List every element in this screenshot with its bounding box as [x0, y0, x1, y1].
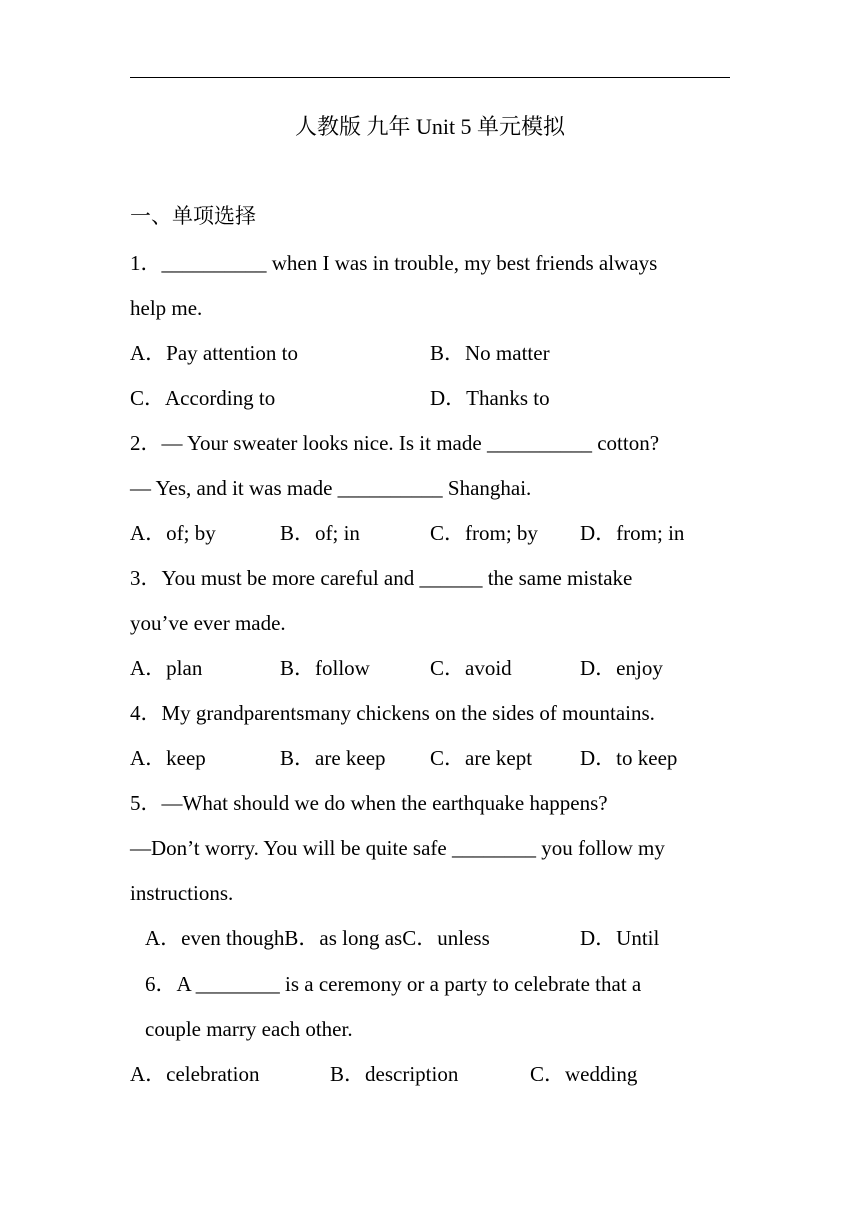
question-4-stem: 4．My grandparentsmany chickens on the sides of mountains.: [130, 701, 655, 725]
question-3-stem-line-1: 3．You must be more careful and ______ the same mistake: [130, 566, 633, 590]
question-3-option-d: D．enjoy: [580, 656, 663, 680]
question-4-option-a: A．keep: [130, 746, 206, 770]
question-2-stem-line-2: — Yes, and it was made __________ Shanghai.: [130, 476, 532, 500]
header-rule: [130, 77, 730, 78]
question-1-stem-line-1: 1．__________ when I was in trouble, my best friends always: [130, 251, 658, 275]
question-5-stem-line-1: 5．—What should we do when the earthquake happens?: [130, 791, 608, 815]
question-3-stem-line-2: you’ve ever made.: [130, 611, 286, 635]
question-6-option-a: A．celebration: [130, 1062, 260, 1086]
question-5-stem-line-3: instructions.: [130, 881, 234, 905]
question-6-stem-line-2: couple marry each other.: [145, 1017, 353, 1041]
question-6-stem-line-1: 6．A ________ is a ceremony or a party to celebrate that a: [145, 972, 642, 996]
question-5-option-b: B．as long as: [284, 926, 403, 950]
question-1-option-d: D．Thanks to: [430, 386, 550, 410]
question-5-option-d: D．Until: [580, 926, 660, 950]
page-title: 人教版 九年 Unit 5 单元模拟: [294, 114, 566, 139]
question-3-option-b: B．follow: [280, 656, 370, 680]
question-5-options: [145, 923, 490, 953]
section-heading: 一、单项选择: [130, 204, 256, 228]
question-3-option-c: C．avoid: [430, 656, 512, 680]
question-4-option-b: B．are keep: [280, 746, 386, 770]
question-1-option-a: A．Pay attention to: [130, 341, 298, 365]
question-1-stem-line-2: help me.: [130, 296, 203, 320]
question-1-option-c: C．According to: [130, 386, 276, 410]
question-2-option-d: D．from; in: [580, 521, 685, 545]
question-2-stem-line-1: 2．— Your sweater looks nice. Is it made __________ cotton?: [130, 431, 660, 455]
question-2-option-c: C．from; by: [430, 521, 538, 545]
question-4-option-c: C．are kept: [430, 746, 533, 770]
question-6-option-b: B．description: [330, 1062, 459, 1086]
question-2-option-a: A．of; by: [130, 521, 216, 545]
question-6-option-c: C．wedding: [530, 1062, 638, 1086]
question-4-option-d: D．to keep: [580, 746, 678, 770]
question-5-stem-line-2: —Don’t worry. You will be quite safe ________ you follow my: [130, 836, 665, 860]
question-5-option-a: A．even though: [145, 926, 285, 950]
question-5-option-c: C．unless: [402, 926, 490, 950]
question-2-option-b: B．of; in: [280, 521, 360, 545]
question-1-option-b: B．No matter: [430, 341, 550, 365]
question-3-option-a: A．plan: [130, 656, 203, 680]
